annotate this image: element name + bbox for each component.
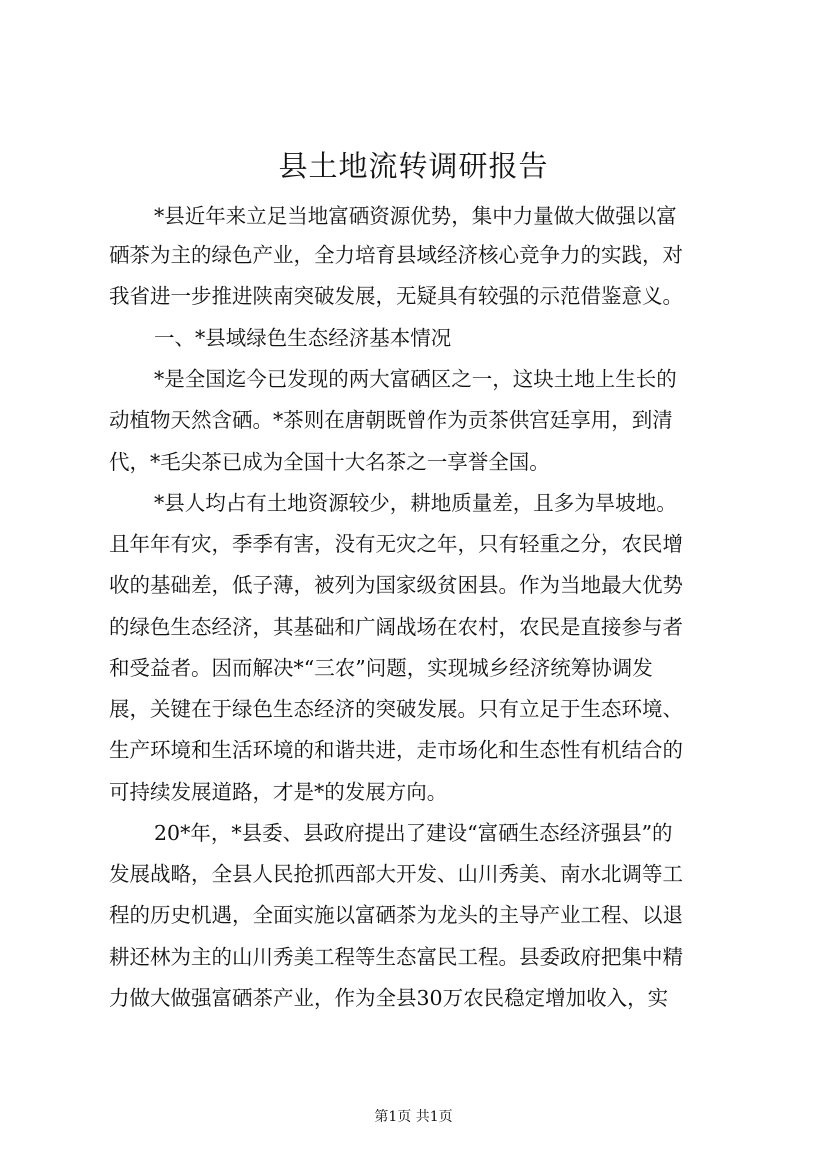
body-line: 力做大做强富硒茶产业，作为全县30万农民稳定增加收入，实	[109, 986, 669, 1010]
body-line: 可持续发展道路，才是*的发展方向。	[109, 780, 448, 804]
body-line: 的绿色生态经济，其基础和广阔战场在农村，农民是直接参与者	[109, 615, 683, 639]
body-line: *县近年来立足当地富硒资源优势，集中力量做大做强以富	[154, 204, 677, 228]
body-line: *是全国迄今已发现的两大富硒区之一，这块土地上生长的	[154, 367, 677, 391]
body-line: 生产环境和生活环境的和谐共进，走市场化和生态性有机结合的	[109, 738, 683, 762]
page-footer: 第1页 共1页	[374, 1109, 453, 1125]
body-line: 且年年有灾，季季有害，没有无灾之年，只有轻重之分，农民增	[109, 532, 683, 556]
body-line: 我省进一步推进陕南突破发展，无疑具有较强的示范借鉴意义。	[109, 284, 683, 308]
body-line: 程的历史机遇，全面实施以富硒茶为龙头的主导产业工程、以退	[109, 903, 683, 927]
body-line: 收的基础差，低子薄，被列为国家级贫困县。作为当地最大优势	[109, 573, 683, 597]
body-line: 和受益者。因而解决*“三农”问题，实现城乡经济统筹协调发	[109, 656, 653, 680]
body-line: 动植物天然含硒。*茶则在唐朝既曾作为贡茶供宫廷享用，到清	[109, 408, 673, 432]
body-line: 硒茶为主的绿色产业，全力培育县域经济核心竞争力的实践，对	[109, 243, 683, 267]
body-line: 发展战略，全县人民抢抓西部大开发、山川秀美、南水北调等工	[109, 862, 683, 886]
document-title: 县土地流转调研报告	[278, 149, 549, 183]
body-line: *县人均占有土地资源较少，耕地质量差，且多为旱坡地。	[154, 491, 677, 515]
body-line: 代，*毛尖茶已成为全国十大名茶之一享誉全国。	[109, 450, 550, 474]
body-line: 耕还林为主的山川秀美工程等生态富民工程。县委政府把集中精	[109, 945, 683, 969]
body-line: 展，关键在于绿色生态经济的突破发展。只有立足于生态环境、	[109, 697, 683, 721]
section-heading: 一、*县域绿色生态经济基本情况	[154, 326, 452, 350]
body-line: 20*年，*县委、县政府提出了建设“富硒生态经济强县”的	[154, 821, 673, 845]
